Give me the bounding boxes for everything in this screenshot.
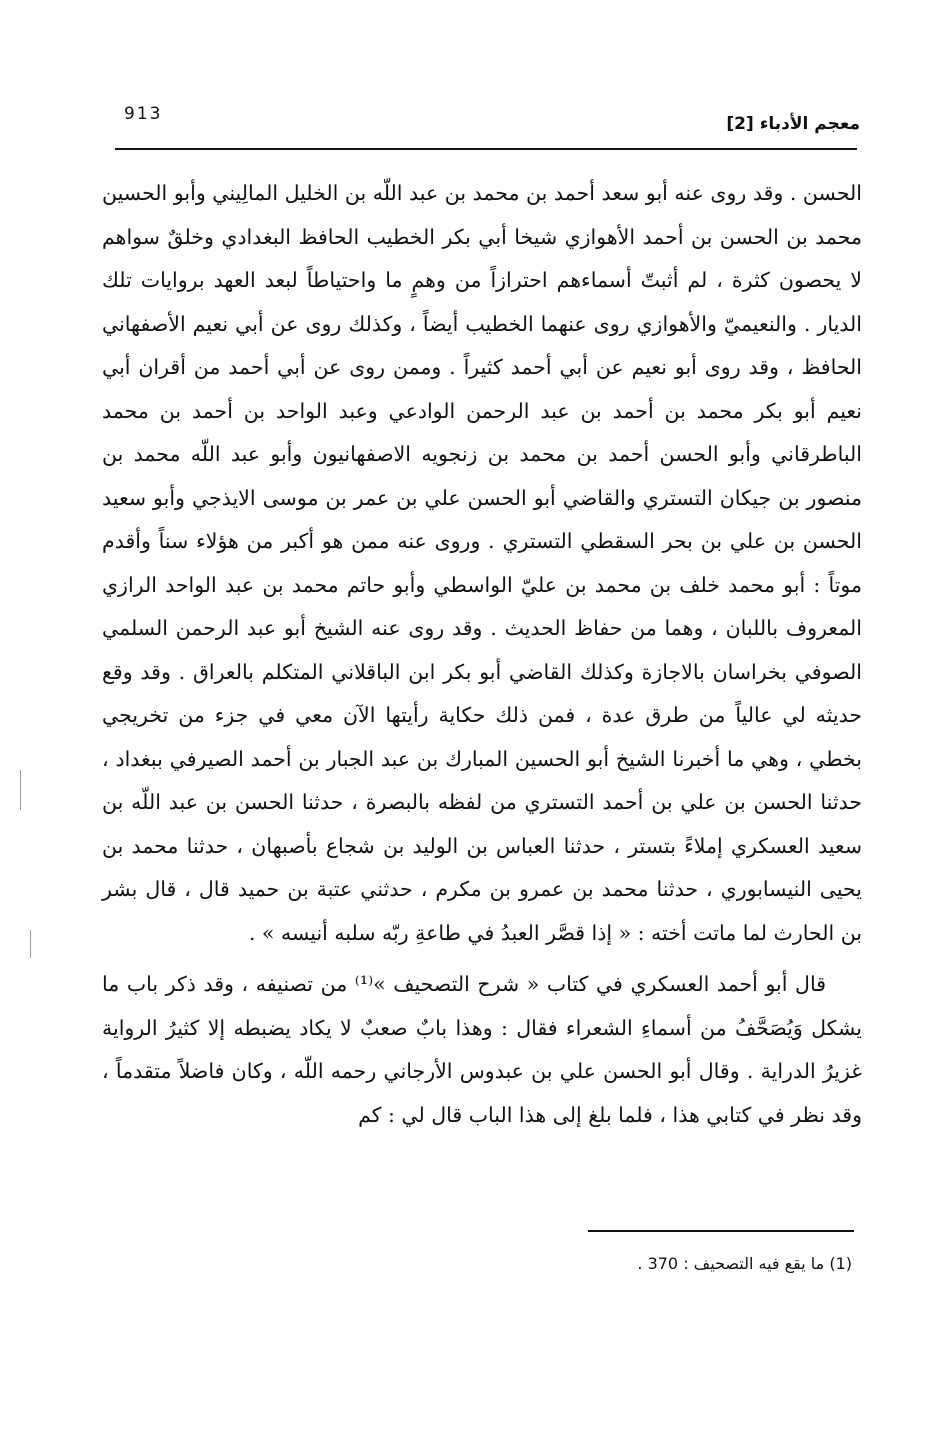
page-header [112, 104, 860, 144]
page-number: 913 [124, 104, 163, 124]
main-text [102, 172, 862, 1137]
paragraph: قال أبو أحمد العسكري في كتاب « شرح التصحيف »⁽¹⁾ من تصنيفه ، وقد ذكر باب ما يشكل وَيُصَحَّفُ من أسماءِ الشعراء فقال : وهذا بابٌ صعبٌ لا يكاد يضبطه إلا كثيرُ الرواية غزيرُ الدراية . وقال أبو الحسن علي بن عبدوس الأرجاني رحمه اللّه ، وكان فاضلاً متقدماً ، وقد نظر في كتابي هذا ، فلما بلغ إلى هذا الباب قال لي : كم [102, 972, 862, 1127]
paragraph: الحسن . وقد روى عنه أبو سعد أحمد بن محمد بن عبد اللّه بن الخليل المالِيني وأبو الحسين محمد بن الحسن بن أحمد الأهوازي شيخا أبي بكر الخطيب الحافظ البغدادي وخلقٌ سواهم لا يحصون كثرة ، لم أثبتّ أسماءهم احترازاً من وهمٍ ما واحتياطاً لبعد العهد بروايات تلك الديار . والنعيميّ والأهوازي روى عنهما الخطيب أيضاً ، وكذلك روى عن أبي نعيم الأصفهاني الحافظ ، وقد روى أبو نعيم عن أبي أحمد كثيراً . وممن روى عن أبي أحمد من أقران أبي نعيم أبو بكر محمد بن أحمد بن عبد الرحمن الوادعي وعبد الواحد بن أحمد بن محمد الباطرقاني وأبو الحسن أحمد بن محمد بن زنجويه الاصفهانيون وأبو عبد اللّه محمد بن منصور بن جيكان التستري والقاضي أبو الحسن علي بن عمر بن موسى الايذجي وأبو سعيد الحسن بن علي بن بحر السقطي التستري . وروى عنه ممن هو أكبر من هؤلاء سناً وأقدم موتاً : أبو محمد خلف بن محمد بن عليّ الواسطي وأبو حاتم محمد بن عبد الواحد الرازي المعروف باللبان ، وهما من حفاظ الحديث . وقد روى عنه الشيخ أبو عبد الرحمن السلمي الصوفي بخراسان بالاجازة وكذلك القاضي أبو بكر ابن الباقلاني المتكلم بالعراق . وقد وقع حديثه لي عالياً من طرق عدة ، فمن ذلك حكاية رأيتها الآن معي في جزء من تخريجي بخطي ، وهي ما أخبرنا الشيخ أبو الحسين المبارك بن عبد الجبار بن أحمد الصيرفي ببغداد ، حدثنا الحسن بن علي بن أحمد التستري من لفظه بالبصرة ، حدثنا الحسن بن عبد اللّه بن سعيد العسكري إملاءً بتستر ، حدثنا العباس بن الوليد بن شجاع بأصبهان ، حدثنا محمد بن يحيى النيسابوري ، حدثنا محمد بن عمرو بن مكرم ، حدثني عتبة بن حميد قال ، قال بشر بن الحارث لما ماتت أخته : « إذا قصَّر العبدُ في طاعةِ ربّه سلبه أنيسه » . [102, 181, 862, 945]
footnote-divider [588, 1230, 854, 1232]
footnote: (1) ما يقع فيه التصحيف : 370 . [637, 1254, 852, 1273]
scan-margin-mark [20, 770, 21, 810]
running-title: معجم الأدباء [2] [726, 114, 860, 134]
header-divider [115, 148, 857, 150]
scan-margin-mark [30, 930, 31, 958]
